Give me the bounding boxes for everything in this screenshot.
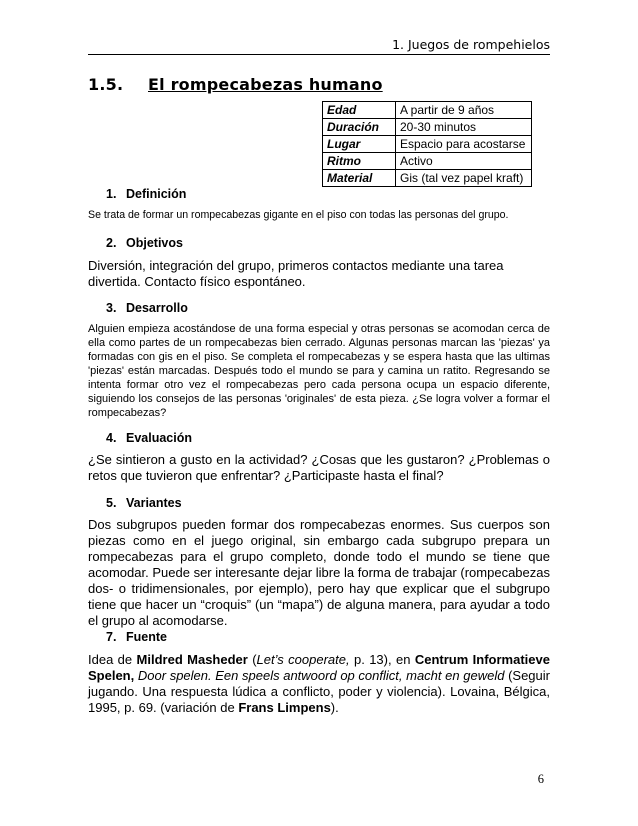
source-work-title: Door spelen. Een speels antwoord op conflict, macht en geweld xyxy=(137,668,505,683)
page-number: 6 xyxy=(537,772,544,786)
section-title: Desarrollo xyxy=(126,301,188,315)
source-author: Mildred Masheder xyxy=(136,652,248,667)
source-text: Idea de xyxy=(88,652,137,667)
source-text: (Seguir jugando. Una respuesta lúdica a conflicto, poder y violencia). Lovaina, Bélgica, 1995, p. 69. (variación de xyxy=(88,668,550,715)
section-text-variantes: Dos subgrupos pueden formar dos rompecabezas enormes. Sus cuerpos son piezas como en el juego original, sin embargo cada subgrupo prepara un rompecabezas para el grupo completo, donde todo el mundo se tiene que acomodar. Puede ser interesante dejar libre la forma de trabajar (rompecabezas dos- o tridimensionales, por ejemplo), pero hay que explicar que el subgrupo tiene que hacer un “croquis” (un “mapa”) de alguna manera, para ayudar a todo el grupo al acomodarse. xyxy=(88,517,550,628)
section-text-evaluacion: ¿Se sintieron a gusto en la actividad? ¿Cosas que les gustaron? ¿Problemas o retos que tuvieron que enfrentar? ¿Participaste hasta el final? xyxy=(88,452,550,483)
source-text: ( xyxy=(247,652,257,667)
section-title: Variantes xyxy=(126,496,182,510)
section-text-desarrollo: Alguien empieza acostándose de una forma especial y otras personas se acomodan cerca de ella como partes de un rompecabezas bien cerrado. Algunas personas marcan las 'piezas' ya formadas con gis en el piso. Se completa el rompecabezas y se espera hasta que las ultimas 'piezas' están marcadas. Después todo el mundo se para y camina un ratito. Regresando se intenta formar otro vez el rompecabezas pero cada persona ocupa un espacio diferente, siguiendo los consejos de las personas 'originales' de esta pieza. ¿Se logra volver a formar el rompecabezas? xyxy=(88,323,550,419)
chapter-title-text: El rompecabezas humano xyxy=(148,75,383,94)
table-row xyxy=(323,136,532,153)
section-number: 1. xyxy=(106,187,117,201)
section-number: 3. xyxy=(106,301,117,315)
section-title: Definición xyxy=(126,187,187,201)
source-organization: Centrum Informatieve Spelen, xyxy=(88,652,550,683)
info-value: 20-30 minutos xyxy=(396,119,532,136)
section-heading-objetivos xyxy=(106,236,183,250)
table-row xyxy=(323,153,532,170)
section-number: 4. xyxy=(106,431,117,445)
section-title: Objetivos xyxy=(126,236,183,250)
activity-info-table xyxy=(322,101,532,187)
section-heading-desarrollo xyxy=(106,301,188,315)
section-text-fuente xyxy=(88,652,550,716)
info-key: Lugar xyxy=(323,136,396,153)
section-heading-variantes xyxy=(106,496,182,510)
section-number: 5. xyxy=(106,496,117,510)
info-value: Espacio para acostarse xyxy=(396,136,532,153)
section-text-definicion: Se trata de formar un rompecabezas gigante en el piso con todas las personas del grupo. xyxy=(88,209,509,221)
info-key: Edad xyxy=(323,102,396,119)
source-book-title: Let’s cooperate, xyxy=(256,652,350,667)
section-title: Evaluación xyxy=(126,431,192,445)
chapter-number: 1.5. xyxy=(88,75,124,94)
section-heading-fuente xyxy=(106,630,167,644)
section-text-objetivos: Diversión, integración del grupo, primeros contactos mediante una tarea divertida. Contacto físico espontáneo. xyxy=(88,258,504,289)
info-key: Material xyxy=(323,170,396,187)
info-key: Duración xyxy=(323,119,396,136)
info-value: Activo xyxy=(396,153,532,170)
section-title: Fuente xyxy=(126,630,167,644)
table-row xyxy=(323,170,532,187)
info-value: A partir de 9 años xyxy=(396,102,532,119)
source-adapter: Frans Limpens xyxy=(238,700,331,715)
chapter-title xyxy=(88,75,383,94)
section-number: 2. xyxy=(106,236,117,250)
source-text: ). xyxy=(330,700,339,715)
info-value: Gis (tal vez papel kraft) xyxy=(396,170,532,187)
section-heading-definicion xyxy=(106,187,186,201)
table-row xyxy=(323,102,532,119)
section-heading-evaluacion xyxy=(106,431,192,445)
source-text: p. 13), en xyxy=(349,652,415,667)
running-header: 1. Juegos de rompehielos xyxy=(88,37,550,55)
table-row xyxy=(323,119,532,136)
section-number: 7. xyxy=(106,630,117,644)
info-key: Ritmo xyxy=(323,153,396,170)
